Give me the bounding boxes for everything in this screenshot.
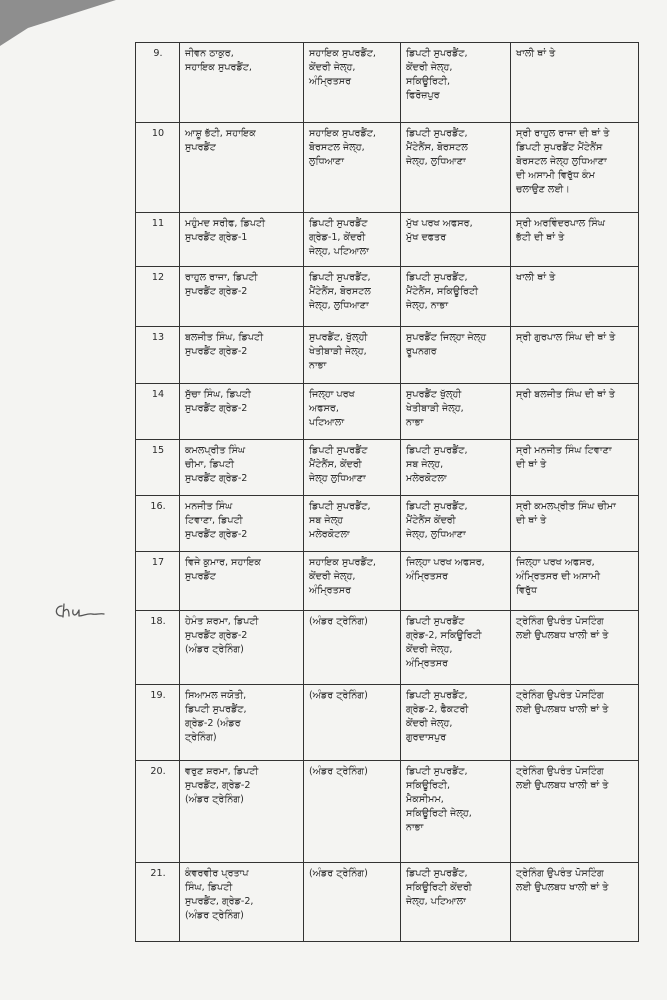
current-posting-cell: ਸਹਾਇਕ ਸੁਪਰਡੈਂਟ, ਕੇਂਦਰੀ ਜੇਲ੍ਹ, ਅੰਮ੍ਰਿਤਸਰ	[304, 552, 401, 611]
serial-number-cell: 15	[136, 440, 180, 496]
officer-name-cell: ਕਮਲਪ੍ਰੀਤ ਸਿੰਘ ਚੀਮਾ, ਡਿਪਟੀ ਸੁਪਰਡੈਂਟ ਗ੍ਰੇਡ-2	[180, 440, 304, 496]
officer-name-cell: ਹੇਮੰਤ ਸ਼ਰਮਾ, ਡਿਪਟੀ ਸੁਪਰਡੈਂਟ ਗ੍ਰੇਡ-2 (ਅੰਡਰ ਟ੍ਰੇਨਿੰਗ)	[180, 611, 304, 685]
new-posting-cell: ਡਿਪਟੀ ਸੁਪਰਡੈਂਟ, ਮੈਂਟੇਨੈਂਸ ਕੇਂਦਰੀ ਜੇਲ੍ਹ, ਲੁਧਿਆਣਾ	[401, 496, 511, 552]
current-posting-cell: ਡਿਪਟੀ ਸੁਪਰਡੈਂਟ, ਮੈਂਟੇਨੈਂਸ, ਬੋਰਸਟਲ ਜੇਲ੍ਹ, ਲੁਧਿਆਣਾ	[304, 267, 401, 327]
officer-name-cell: ਵਿਜੇ ਕੁਮਾਰ, ਸਹਾਇਕ ਸੁਪਰਡੈਂਟ	[180, 552, 304, 611]
table-row	[136, 327, 639, 384]
new-posting-cell: ਡਿਪਟੀ ਸੁਪਰਡੈਂਟ ਗ੍ਰੇਡ-2, ਸਕਿਊਰਿਟੀ ਕੇਂਦਰੀ ਜੇਲ੍ਹ, ਅੰਮ੍ਰਿਤਸਰ	[401, 611, 511, 685]
new-posting-cell: ਸੁਪਰਡੈਂਟ ਖੁੱਲ੍ਹੀ ਖੇਤੀਬਾੜੀ ਜੇਲ੍ਹ, ਨਾਭਾ	[401, 384, 511, 440]
new-posting-cell: ਡਿਪਟੀ ਸੁਪਰਡੈਂਟ, ਸਕਿਊਰਿਟੀ, ਮੈਕਸੀਮਮ, ਸਕਿਊਰਿਟੀ ਜੇਲ੍ਹ, ਨਾਭਾ	[401, 761, 511, 863]
officer-name-cell: ਸਿਆਮਲ ਜਯੋਤੀ, ਡਿਪਟੀ ਸੁਪਰਡੈਂਟ, ਗ੍ਰੇਡ-2 (ਅੰਡਰ ਟ੍ਰੇਨਿੰਗ)	[180, 685, 304, 761]
remarks-cell: ਟ੍ਰੇਨਿੰਗ ਉਪਰੰਤ ਪੋਸਟਿੰਗ ਲਈ ਉਪਲਬਧ ਖਾਲੀ ਥਾਂ ਤੇ	[511, 611, 639, 685]
transfer-posting-table	[135, 42, 639, 942]
new-posting-cell: ਜਿਲ੍ਹਾ ਪਰਖ ਅਫਸਰ, ਅੰਮ੍ਰਿਤਸਰ	[401, 552, 511, 611]
current-posting-cell: (ਅੰਡਰ ਟ੍ਰੇਨਿੰਗ)	[304, 863, 401, 942]
officer-name-cell: ਬਲਜੀਤ ਸਿੰਘ, ਡਿਪਟੀ ਸੁਪਰਡੈਂਟ ਗ੍ਰੇਡ-2	[180, 327, 304, 384]
current-posting-cell: ਜਿਲ੍ਹਾ ਪਰਖ ਅਫਸਰ, ਪਟਿਆਲਾ	[304, 384, 401, 440]
table-row	[136, 863, 639, 942]
serial-number-cell: 11	[136, 213, 180, 267]
table-row	[136, 552, 639, 611]
officer-name-cell: ਸੁੱਚਾ ਸਿੰਘ, ਡਿਪਟੀ ਸੁਪਰਡੈਂਟ ਗ੍ਰੇਡ-2	[180, 384, 304, 440]
current-posting-cell: (ਅੰਡਰ ਟ੍ਰੇਨਿੰਗ)	[304, 611, 401, 685]
officer-name-cell: ਆਸ਼ੂ ਭੱਟੀ, ਸਹਾਇਕ ਸੁਪਰਡੈਂਟ	[180, 123, 304, 213]
table-body	[136, 43, 639, 942]
new-posting-cell: ਡਿਪਟੀ ਸੁਪਰਡੈਂਟ, ਸਕਿਊਰਿਟੀ ਕੇਂਦਰੀ ਜੇਲ੍ਹ, ਪਟਿਆਲਾ	[401, 863, 511, 942]
current-posting-cell: ਡਿਪਟੀ ਸੁਪਰਡੈਂਟ, ਸਬ ਜੇਲ੍ਹ ਮਲੇਰਕੋਟਲਾ	[304, 496, 401, 552]
remarks-cell: ਸ੍ਰੀ ਮਨਜੀਤ ਸਿੰਘ ਟਿਵਾਣਾ ਦੀ ਥਾਂ ਤੇ	[511, 440, 639, 496]
new-posting-cell: ਡਿਪਟੀ ਸੁਪਰਡੈਂਟ, ਸਬ ਜੇਲ੍ਹ, ਮਲੇਰਕੋਟਲਾ	[401, 440, 511, 496]
officer-name-cell: ਰਾਹੁਲ ਰਾਜਾ, ਡਿਪਟੀ ਸੁਪਰਡੈਂਟ ਗ੍ਰੇਡ-2	[180, 267, 304, 327]
serial-number-cell: 13	[136, 327, 180, 384]
remarks-cell: ਟ੍ਰੇਨਿੰਗ ਉਪਰੰਤ ਪੋਸਟਿੰਗ ਲਈ ਉਪਲਬਧ ਖਾਲੀ ਥਾਂ ਤੇ	[511, 761, 639, 863]
officer-name-cell: ਮਹੁੰਮਦ ਸਰੀਫ, ਡਿਪਟੀ ਸੁਪਰਡੈਂਟ ਗ੍ਰੇਡ-1	[180, 213, 304, 267]
new-posting-cell: ਡਿਪਟੀ ਸੁਪਰਡੈਂਟ, ਮੈਂਟੇਨੈਂਸ, ਸਕਿਊਰਿਟੀ ਜੇਲ੍ਹ, ਨਾਭਾ	[401, 267, 511, 327]
serial-number-cell: 14	[136, 384, 180, 440]
new-posting-cell: ਡਿਪਟੀ ਸੁਪਰਡੈਂਟ, ਮੈਂਟੇਨੈਂਸ, ਬੋਰਸਟਲ ਜੇਲ੍ਹ, ਲੁਧਿਆਣਾ	[401, 123, 511, 213]
current-posting-cell: ਡਿਪਟੀ ਸੁਪਰਡੈਂਟ ਗ੍ਰੇਡ-1, ਕੇਂਦਰੀ ਜੇਲ੍ਹ, ਪਟਿਆਲਾ	[304, 213, 401, 267]
serial-number-cell: 18.	[136, 611, 180, 685]
officer-name-cell: ਵਰੁਣ ਸ਼ਰਮਾ, ਡਿਪਟੀ ਸੁਪਰਡੈਂਟ, ਗ੍ਰੇਡ-2 (ਅੰਡਰ ਟ੍ਰੇਨਿੰਗ)	[180, 761, 304, 863]
new-posting-cell: ਡਿਪਟੀ ਸੁਪਰਡੈਂਟ, ਕੇਂਦਰੀ ਜੇਲ੍ਹ, ਸਕਿਊਰਿਟੀ, ਫਿਰੋਜ਼ਪੁਰ	[401, 43, 511, 123]
officer-name-cell: ਕੰਵਰਵੀਰ ਪ੍ਰਤਾਪ ਸਿੰਘ, ਡਿਪਟੀ ਸੁਪਰਡੈਂਟ, ਗ੍ਰੇਡ-2, (ਅੰਡਰ ਟ੍ਰੇਨਿੰਗ)	[180, 863, 304, 942]
table-row	[136, 267, 639, 327]
remarks-cell: ਟ੍ਰੇਨਿੰਗ ਉਪਰੰਤ ਪੋਸਟਿੰਗ ਲਈ ਉਪਲਬਧ ਖਾਲੀ ਥਾਂ ਤੇ	[511, 863, 639, 942]
table-row	[136, 496, 639, 552]
officer-name-cell: ਜੀਵਨ ਠਾਕੁਰ, ਸਹਾਇਕ ਸੁਪਰਡੈਂਟ,	[180, 43, 304, 123]
table-row	[136, 761, 639, 863]
current-posting-cell: ਸਹਾਇਕ ਸੁਪਰਡੈਂਟ, ਬੋਰਸਟਲ ਜੇਲ੍ਹ, ਲੁਧਿਆਣਾ	[304, 123, 401, 213]
remarks-cell: ਜਿਲ੍ਹਾ ਪਰਖ ਅਫਸਰ, ਅੰਮ੍ਰਿਤਸਰ ਦੀ ਅਸਾਮੀ ਵਿਰੁੱਧ	[511, 552, 639, 611]
serial-number-cell: 20.	[136, 761, 180, 863]
remarks-cell: ਸ੍ਰੀ ਬਲਜੀਤ ਸਿੰਘ ਦੀ ਥਾਂ ਤੇ	[511, 384, 639, 440]
remarks-cell: ਟ੍ਰੇਨਿੰਗ ਉਪਰੰਤ ਪੋਸਟਿੰਗ ਲਈ ਉਪਲਬਧ ਖਾਲੀ ਥਾਂ ਤੇ	[511, 685, 639, 761]
serial-number-cell: 21.	[136, 863, 180, 942]
remarks-cell: ਸ੍ਰੀ ਕਮਲਪ੍ਰੀਤ ਸਿੰਘ ਚੀਮਾ ਦੀ ਥਾਂ ਤੇ	[511, 496, 639, 552]
table-row	[136, 384, 639, 440]
table-row	[136, 611, 639, 685]
table-row	[136, 440, 639, 496]
serial-number-cell: 19.	[136, 685, 180, 761]
remarks-cell: ਖਾਲੀ ਥਾਂ ਤੇ	[511, 267, 639, 327]
table-row	[136, 123, 639, 213]
new-posting-cell: ਡਿਪਟੀ ਸੁਪਰਡੈਂਟ, ਗ੍ਰੇਡ-2, ਫੈਕਟਰੀ ਕੇਂਦਰੀ ਜੇਲ੍ਹ, ਗੁਰਦਾਸਪੁਰ	[401, 685, 511, 761]
serial-number-cell: 10	[136, 123, 180, 213]
serial-number-cell: 9.	[136, 43, 180, 123]
current-posting-cell: (ਅੰਡਰ ਟ੍ਰੇਨਿੰਗ)	[304, 761, 401, 863]
officer-name-cell: ਮਨਜੀਤ ਸਿੰਘ ਟਿਵਾਣਾ, ਡਿਪਟੀ ਸੁਪਰਡੈਂਟ ਗ੍ਰੇਡ-2	[180, 496, 304, 552]
serial-number-cell: 16.	[136, 496, 180, 552]
table-row	[136, 43, 639, 123]
new-posting-cell: ਸੁਪਰਡੈਂਟ ਜਿਲ੍ਹਾ ਜੇਲ੍ਹ ਰੂਪਨਗਰ	[401, 327, 511, 384]
serial-number-cell: 12	[136, 267, 180, 327]
handwritten-signature	[52, 600, 110, 622]
table-row	[136, 685, 639, 761]
remarks-cell: ਸ੍ਰੀ ਅਰਵਿੰਦਰਪਾਲ ਸਿੰਘ ਭੱਟੀ ਦੀ ਥਾਂ ਤੇ	[511, 213, 639, 267]
current-posting-cell: (ਅੰਡਰ ਟ੍ਰੇਨਿੰਗ)	[304, 685, 401, 761]
current-posting-cell: ਸਹਾਇਕ ਸੁਪਰਡੈਂਟ, ਕੇਂਦਰੀ ਜੇਲ੍ਹ, ਅੰਮ੍ਰਿਤਸਰ	[304, 43, 401, 123]
new-posting-cell: ਮੁੱਖ ਪਰਖ ਅਫਸਰ, ਮੁੱਖ ਦਫਤਰ	[401, 213, 511, 267]
serial-number-cell: 17	[136, 552, 180, 611]
table-row	[136, 213, 639, 267]
remarks-cell: ਖਾਲੀ ਥਾਂ ਤੇ	[511, 43, 639, 123]
remarks-cell: ਸ੍ਰੀ ਰਾਹੁਲ ਰਾਜਾ ਦੀ ਥਾਂ ਤੇ ਡਿਪਟੀ ਸੁਪਰਡੈਂਟ ਮੈਂਟੇਨੈਂਸ ਬੋਰਸਟਲ ਜੇਲ੍ਹ ਲੁਧਿਆਣਾ ਦੀ ਅਸਾਮੀ ਵਿਰੁੱਧ ਕੰਮ ਚਲਾਉਣ ਲਈ।	[511, 123, 639, 213]
remarks-cell: ਸ੍ਰੀ ਗੁਰਪਾਲ ਸਿੰਘ ਦੀ ਥਾਂ ਤੇ	[511, 327, 639, 384]
current-posting-cell: ਸੁਪਰਡੈਂਟ, ਖੁੱਲ੍ਹੀ ਖੇਤੀਬਾੜੀ ਜੇਲ੍ਹ, ਨਾਭਾ	[304, 327, 401, 384]
current-posting-cell: ਡਿਪਟੀ ਸੁਪਰਡੈਂਟ ਮੈਂਟੇਨੈਂਸ, ਕੇਂਦਰੀ ਜੇਲ੍ਹ ਲੁਧਿਆਣਾ	[304, 440, 401, 496]
